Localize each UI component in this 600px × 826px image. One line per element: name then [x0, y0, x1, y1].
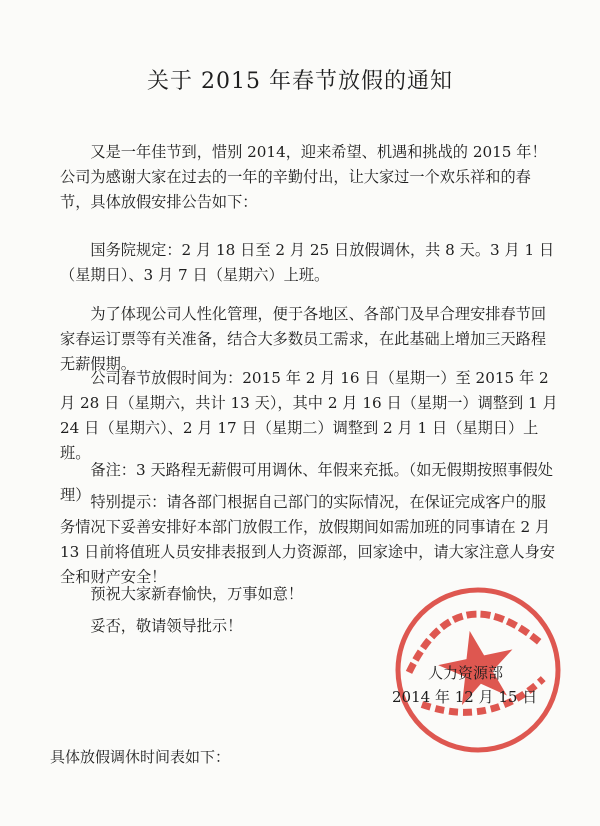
signature-department: 人力资源部 [428, 664, 504, 682]
paragraph-greeting: 预祝大家新春愉快，万事如意！ [90, 585, 304, 603]
paragraph-extra-leave: 为了体现公司人性化管理，便于各地区、各部门及早合理安排春节回家春运订票等有关准备，结合大多数员工需求，在此基础上增加三天路程无薪假期。 [60, 305, 547, 373]
footer-note: 具体放假调休时间表如下： [50, 748, 231, 766]
paragraph-intro: 又是一年佳节到，惜别 2014，迎来希望、机遇和挑战的 2015 年！公司为感谢大家在过去的一年的辛勤付出，让大家过一个欢乐祥和的春节，具体放假安排公告如下： [60, 143, 547, 211]
signature-date: 2014 年 12 月 15 日 [392, 688, 538, 706]
paragraph-request: 妥否，敬请领导批示！ [90, 617, 243, 635]
paragraph-schedule: 公司春节放假时间为：2015 年 2 月 16 日（星期一）至 2015 年 2 月 28 日（星期六，共计 13 天），其中 2 月 16 日（星期一）调整到 1 月 24 日（星期六）、2 月 17 日（星期二）调整到 2 月 1 日（星期日）上班。 [60, 369, 558, 462]
paragraph-note: 备注：3 天路程无薪假可用调休、年假来充抵。（如无假期按照事假处理） [60, 461, 553, 504]
paragraph-special-tip: 特别提示：请各部门根据自己部门的实际情况，在保证完成客户的服务情况下妥善安排好本部门放假工作，放假期间如需加班的同事请在 2 月 13 日前将值班人员安排表报到人力资源部，回家途中，请大家注意人身安全和财产安全！ [60, 493, 555, 586]
paragraph-state-rule: 国务院规定：2 月 18 日至 2 月 25 日放假调休，共 8 天。3 月 1 日（星期日）、3 月 7 日（星期六）上班。 [60, 241, 555, 284]
page-title: 关于 2015 年春节放假的通知 [147, 69, 453, 94]
